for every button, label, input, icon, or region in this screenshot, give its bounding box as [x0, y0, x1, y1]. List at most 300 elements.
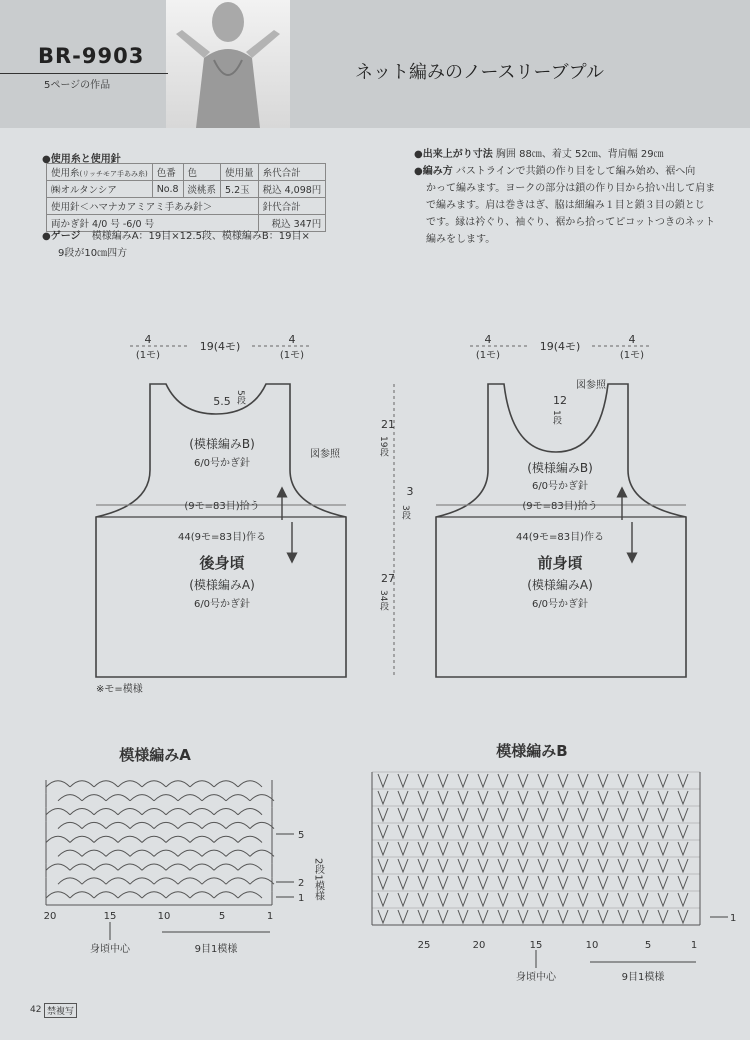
chart-b-stitch: [598, 842, 608, 855]
chart-a-arc: [190, 892, 214, 898]
chart-a-arc: [70, 808, 94, 814]
chart-a-arc: [190, 781, 214, 787]
chart-b-stitch: [538, 842, 548, 855]
garment-schematic: [0, 320, 750, 720]
chart-a-arc: [70, 836, 94, 842]
chart-a-arc: [238, 864, 262, 870]
front-shoulder-right-unit: (1モ): [619, 350, 645, 361]
chart-b-stitch: [518, 910, 528, 923]
front-yoke-hook: 6/0号かぎ針: [531, 481, 589, 492]
chart-a-arc: [250, 795, 274, 801]
table-cell: 糸代合計: [258, 164, 326, 181]
chart-a-arc: [46, 836, 70, 842]
chart-b-stitch: [618, 859, 628, 872]
chart-b-stitch: [538, 791, 548, 804]
back-piece: [96, 333, 346, 677]
chart-b-stitch: [418, 842, 428, 855]
chart-b-stitch: [658, 808, 668, 821]
chart-b-stitch: [558, 842, 568, 855]
chart-b-stitch: [598, 808, 608, 821]
chart-b-stitch: [658, 825, 668, 838]
page-number: 42: [30, 1005, 42, 1015]
finished-heading: ●出来上がり寸法: [414, 149, 493, 160]
table-cell: 淡桃系: [183, 181, 221, 198]
chart-a-arc: [82, 850, 106, 856]
chart-b-stitch: [438, 842, 448, 855]
chart-a-arc: [70, 864, 94, 870]
chart-a-arc: [154, 850, 178, 856]
chart-b-stitch: [558, 910, 568, 923]
method-line-5: 編みをします。: [426, 234, 496, 245]
chart-a-tick-label: 5: [218, 911, 226, 922]
chart-b-stitch: [678, 825, 688, 838]
chart-b-stitch: [618, 842, 628, 855]
chart-a-arc: [202, 878, 226, 884]
chart-b-stitch: [618, 893, 628, 906]
gauge-line-2: 9段が10㎝四方: [58, 248, 128, 259]
chart-b-stitch: [638, 808, 648, 821]
chart-b-stitch: [398, 910, 408, 923]
chart-a-arc: [190, 836, 214, 842]
method-line-3: で編みます。肩は巻きはぎ、脇は細編み１目と鎖３目の鎖とじ: [426, 200, 705, 211]
chart-b-stitch: [378, 825, 388, 838]
chart-a-arc: [166, 864, 190, 870]
instructions-block: [414, 146, 744, 248]
chart-b-stitch: [418, 859, 428, 872]
chart-a-arc: [202, 822, 226, 828]
chart-a-arc: [214, 892, 238, 898]
chart-b-stitch: [438, 859, 448, 872]
chart-a-arc: [166, 808, 190, 814]
chart-b-stitch: [398, 859, 408, 872]
chart-b-stitch: [398, 825, 408, 838]
chart-b-stitch: [458, 808, 468, 821]
chart-b-stitch: [378, 859, 388, 872]
chart-a-arc: [226, 878, 250, 884]
chart-b-stitch: [478, 876, 488, 889]
front-neck-depth-rows: 1段: [551, 410, 561, 425]
chart-b-stitch: [378, 910, 388, 923]
chart-a-arc: [130, 822, 154, 828]
chart-a-row-2: 2: [298, 878, 305, 889]
chart-a-arc: [82, 795, 106, 801]
chart-b-stitch: [678, 842, 688, 855]
back-shoulder-left: 4: [144, 333, 152, 346]
chart-a-arc: [58, 850, 82, 856]
chart-a-arc: [106, 850, 130, 856]
chart-b-stitch: [578, 893, 588, 906]
chart-b-stitch: [458, 859, 468, 872]
chart-a-arc: [130, 878, 154, 884]
table-cell: 使用量: [221, 164, 259, 181]
chart-a-arc: [106, 878, 130, 884]
copy-prohibited-note: 禁複写: [44, 1003, 77, 1018]
chart-b-stitch: [638, 910, 648, 923]
chart-b-stitch: [438, 876, 448, 889]
chart-b-stitch: [558, 876, 568, 889]
chart-b-stitch: [638, 859, 648, 872]
front-shoulder-right: 4: [628, 333, 636, 346]
chart-b-stitch: [458, 910, 468, 923]
chart-a-tick-label: 10: [157, 911, 171, 922]
chart-a-arc: [214, 836, 238, 842]
chart-a-arc: [226, 850, 250, 856]
gauge-line-1: 模様編みA：19目×12.5段、模様編みB：19目×: [91, 231, 310, 242]
back-shoulder-right-unit: (1モ): [279, 350, 305, 361]
chart-a-arc: [214, 864, 238, 870]
chart-a-ticks: [44, 911, 274, 922]
chart-a-tick-label: 20: [43, 911, 57, 922]
chart-b-stitch: [538, 808, 548, 821]
table-cell: 5.2玉: [221, 181, 259, 198]
chart-b-stitch: [418, 774, 428, 787]
chart-b-stitch: [398, 808, 408, 821]
chart-a-arc: [142, 892, 166, 898]
back-chain: 44(9モ=83目)作る: [178, 532, 266, 543]
back-yoke-pattern: (模様編みB): [189, 437, 255, 451]
chart-b-center: 身頃中心: [516, 972, 556, 983]
front-see-diagram: 図参照: [576, 380, 606, 391]
chart-a-arc: [118, 808, 142, 814]
chart-a-tick-label: 15: [103, 911, 117, 922]
chart-b-stitch: [498, 893, 508, 906]
chart-a-arc: [46, 808, 70, 814]
chart-a-arc: [130, 850, 154, 856]
chart-b-tick-label: 20: [472, 940, 486, 951]
chart-b-stitch: [618, 808, 628, 821]
chart-a-arc: [250, 850, 274, 856]
chart-b-stitch: [398, 893, 408, 906]
table-cell: 使用針＜ハマナカアミアミ手あみ針＞: [47, 198, 259, 215]
chart-a-arc: [238, 781, 262, 787]
chart-b-stitch: [458, 774, 468, 787]
chart-a-repeat-rows: 2段1模様: [312, 858, 324, 901]
chart-b-stitch: [658, 876, 668, 889]
back-neck-depth: 5.5: [213, 395, 231, 408]
front-shoulder-left: 4: [484, 333, 492, 346]
back-shoulder-left-unit: (1モ): [135, 350, 161, 361]
chart-a-arc: [118, 781, 142, 787]
chart-b-row-1: 1: [730, 913, 737, 924]
chart-b-stitch: [478, 825, 488, 838]
chart-b-stitch: [478, 791, 488, 804]
chart-b-stitch: [558, 859, 568, 872]
chart-b-stitch: [658, 774, 668, 787]
chart-a-arc: [94, 892, 118, 898]
chart-b-stitch: [458, 893, 468, 906]
method-line-4: です。縁は衿ぐり、袖ぐり、裾から拾ってピコットつきのネット: [426, 217, 715, 228]
chart-a-arc: [154, 822, 178, 828]
chart-a-arc: [238, 808, 262, 814]
finished-size: [414, 146, 744, 163]
mid-height-rows: 3段: [400, 505, 410, 520]
finished-text: 胸囲 88㎝、着丈 52㎝、背肩幅 29㎝: [495, 149, 664, 160]
chart-b-stitch: [578, 791, 588, 804]
chart-a-arc: [58, 795, 82, 801]
chart-b-stitch: [378, 842, 388, 855]
chart-a-arc: [130, 795, 154, 801]
chart-b-stitch: [638, 842, 648, 855]
chart-b-stitch: [598, 825, 608, 838]
chart-a-arc: [178, 850, 202, 856]
stitch-charts: [0, 738, 750, 1000]
chart-a-arc: [166, 781, 190, 787]
front-pickup: (9モ=83目)拾う: [522, 501, 598, 512]
chart-a-arc: [58, 822, 82, 828]
chart-b-stitch: [678, 774, 688, 787]
chart-b-stitch: [598, 774, 608, 787]
back-body-pattern: (模様編みA): [189, 578, 255, 592]
chart-b-stitch: [518, 842, 528, 855]
chart-a-arc: [70, 781, 94, 787]
chart-a-arc: [226, 822, 250, 828]
chart-a-arc: [166, 892, 190, 898]
front-shoulder-left-unit: (1モ): [475, 350, 501, 361]
chart-b-stitch: [638, 893, 648, 906]
chart-b-stitch: [658, 842, 668, 855]
chart-b-stitch: [378, 774, 388, 787]
chart-b-stitch: [678, 808, 688, 821]
chart-b-stitch: [498, 842, 508, 855]
chart-b-stitch: [678, 876, 688, 889]
table-cell: 両かぎ針 4/0 号 -6/0 号: [47, 215, 259, 232]
chart-a-arc: [118, 864, 142, 870]
chart-a-arc: [142, 808, 166, 814]
chart-b-stitch: [418, 910, 428, 923]
method-heading: ●編み方: [414, 166, 453, 177]
method-text: バストラインで共鎖の作り目をして編み始め、裾へ向: [455, 166, 696, 177]
chart-b-stitch: [498, 808, 508, 821]
gauge-heading: ●ゲージ: [42, 231, 81, 242]
chart-a-arc: [226, 795, 250, 801]
chart-a-arc: [178, 878, 202, 884]
chart-b-stitch: [678, 791, 688, 804]
chart-a-arc: [82, 878, 106, 884]
chart-a-arc: [238, 836, 262, 842]
chart-b-stitch: [598, 910, 608, 923]
chart-a-arc: [70, 892, 94, 898]
chart-b-stitch: [438, 893, 448, 906]
chart-b-title: 模様編みB: [496, 742, 568, 760]
chart-a-arc: [94, 864, 118, 870]
chart-b-stitch: [538, 893, 548, 906]
chart-b-stitch: [438, 825, 448, 838]
method-line-1: [414, 163, 744, 180]
back-name: 後身頃: [199, 554, 245, 572]
chart-b-stitch: [598, 791, 608, 804]
chart-a-arc: [94, 781, 118, 787]
chart-b-stitch: [498, 859, 508, 872]
chart-b-stitch: [558, 808, 568, 821]
chart-b-stitch: [378, 876, 388, 889]
chart-b-stitch: [498, 825, 508, 838]
chart-b-stitch: [518, 774, 528, 787]
model-photo-figure: [166, 0, 290, 128]
chart-b-stitch: [598, 876, 608, 889]
chart-a-arc: [178, 822, 202, 828]
front-name: 前身頃: [537, 554, 583, 572]
chart-a-arc: [250, 822, 274, 828]
chart-b-stitch: [458, 825, 468, 838]
table-cell: No.8: [152, 181, 183, 198]
chart-b-stitch: [398, 876, 408, 889]
chart-a-grid: [46, 780, 274, 905]
chart-b-stitch: [638, 825, 648, 838]
chart-b-stitch: [498, 876, 508, 889]
chart-b-stitch: [518, 791, 528, 804]
chart-b-stitch: [518, 876, 528, 889]
chart-b-stitch: [478, 774, 488, 787]
chart-b-stitch: [498, 774, 508, 787]
chart-a-arc: [190, 808, 214, 814]
chart-a-arc: [82, 822, 106, 828]
chart-b-stitch: [618, 774, 628, 787]
table-row: [47, 164, 326, 181]
front-neck-depth: 12: [553, 394, 567, 407]
front-body-hook: 6/0号かぎ針: [531, 599, 589, 610]
chart-b-tick-label: 10: [585, 940, 599, 951]
back-neck-width: 19(4モ): [199, 340, 241, 353]
chart-b-stitch: [538, 876, 548, 889]
chart-a-arc: [142, 836, 166, 842]
chart-b-stitch: [518, 859, 528, 872]
chart-b-stitch: [438, 910, 448, 923]
chart-b-stitch: [418, 825, 428, 838]
chart-b-stitch: [418, 876, 428, 889]
chart-a-title: 模様編みA: [119, 746, 191, 764]
pattern-code: BR-9903: [38, 44, 145, 68]
chart-b-stitch: [618, 910, 628, 923]
chart-b-stitch: [538, 774, 548, 787]
chart-b-stitch: [378, 791, 388, 804]
chart-a-arc: [250, 878, 274, 884]
chart-a-arc: [214, 781, 238, 787]
chart-a-arc: [94, 808, 118, 814]
chart-b-repeat: 9目1模様: [621, 972, 665, 983]
mid-height: 3: [406, 485, 414, 498]
chart-b-stitch: [518, 808, 528, 821]
chart-b-stitch: [578, 774, 588, 787]
chart-b-stitch: [518, 893, 528, 906]
model-photo: [166, 0, 290, 128]
chart-b-stitch: [618, 825, 628, 838]
chart-b-stitch: [498, 791, 508, 804]
chart-b-stitch: [558, 825, 568, 838]
chart-b-stitch: [558, 774, 568, 787]
chart-b-stitch: [538, 910, 548, 923]
chart-b-stitch: [398, 842, 408, 855]
chart-b-grid: [372, 772, 700, 925]
chart-a-arc: [118, 892, 142, 898]
pattern-title: ネット編みのノースリーブプル: [355, 62, 604, 83]
table-cell: 色番: [152, 164, 183, 181]
chart-a-arc: [178, 795, 202, 801]
chart-b-stitch: [498, 910, 508, 923]
chart-a-arc: [214, 808, 238, 814]
back-yoke-hook: 6/0号かぎ針: [193, 458, 251, 469]
chart-b-stitch: [578, 842, 588, 855]
table-cell: 使用糸(リッチモア手あみ糸): [47, 164, 153, 181]
front-chain: 44(9モ=83目)作る: [516, 532, 604, 543]
chart-b-tick-label: 25: [417, 940, 431, 951]
chart-b-stitch: [578, 876, 588, 889]
back-pickup: (9モ=83目)拾う: [184, 501, 260, 512]
chart-b-stitch: [478, 859, 488, 872]
chart-a-arc: [58, 878, 82, 884]
chart-a-arc: [238, 892, 262, 898]
chart-a-tick-label: 1: [266, 911, 274, 922]
chart-b-stitch: [638, 774, 648, 787]
chart-b-stitch: [478, 910, 488, 923]
chart-b-tick-label: 5: [644, 940, 652, 951]
chart-b-stitch: [378, 893, 388, 906]
chart-b-stitch: [578, 859, 588, 872]
chart-b-stitch: [398, 791, 408, 804]
chart-a-arc: [142, 781, 166, 787]
chart-a-center: 身頃中心: [90, 944, 130, 955]
pattern-subtitle: 5ページの作品: [44, 80, 111, 91]
table-cell: 税込 347円: [258, 215, 326, 232]
chart-b-stitch: [558, 893, 568, 906]
chart-a-row-1: 1: [298, 893, 305, 904]
chart-b-stitch: [618, 791, 628, 804]
chart-a-arc: [202, 850, 226, 856]
chart-b-stitch: [378, 808, 388, 821]
chart-a-arc: [106, 795, 130, 801]
chart-b-stitch: [418, 808, 428, 821]
chart-b-stitch: [398, 774, 408, 787]
chart-b-stitch: [418, 791, 428, 804]
chart-a-arc: [154, 795, 178, 801]
chart-b-stitch: [678, 859, 688, 872]
code-underline: [0, 73, 168, 74]
chart-b-stitch: [458, 842, 468, 855]
chart-b-stitch: [458, 791, 468, 804]
yoke-height: 21: [381, 418, 395, 431]
gauge-block: [42, 228, 310, 262]
chart-b-stitch: [578, 808, 588, 821]
table-cell: 針代合計: [258, 198, 326, 215]
chart-a-arc: [118, 836, 142, 842]
chart-b-stitch: [538, 825, 548, 838]
table-row: [47, 181, 326, 198]
chart-a-arc: [202, 795, 226, 801]
chart-b-stitch: [658, 910, 668, 923]
chart-b-stitch: [598, 893, 608, 906]
back-see-diagram: 図参照: [310, 449, 340, 460]
chart-a-row-5: 5: [298, 830, 305, 841]
chart-b-stitch: [598, 859, 608, 872]
materials-table: [46, 163, 326, 232]
chart-b-tick-label: 15: [529, 940, 543, 951]
abbreviation-note: ※モ=模様: [96, 684, 143, 695]
back-outline: [96, 384, 346, 677]
front-outline: [436, 384, 686, 677]
front-neck-width: 19(4モ): [539, 340, 581, 353]
chart-b-stitch: [438, 791, 448, 804]
back-neck-depth-rows: 5段: [235, 390, 245, 405]
table-cell: 色: [183, 164, 221, 181]
chart-b-stitch: [478, 842, 488, 855]
chart-b-stitch: [678, 910, 688, 923]
chart-a-arc: [46, 892, 70, 898]
back-shoulder-right: 4: [288, 333, 296, 346]
front-body-pattern: (模様編みA): [527, 578, 593, 592]
chart-b-stitch: [518, 825, 528, 838]
chart-a-repeat: 9目1模様: [194, 944, 238, 955]
chart-b-stitch: [658, 791, 668, 804]
materials-heading: ●使用糸と使用針: [42, 154, 121, 165]
